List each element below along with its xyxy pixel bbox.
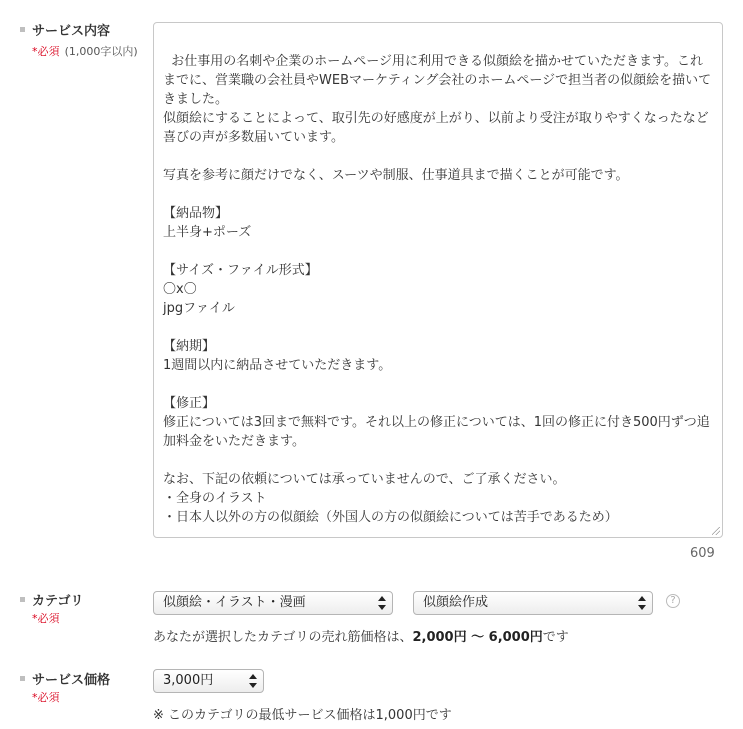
category-required: *必須 [32,612,60,625]
service-required: *必須 [32,45,60,58]
service-price-value: 3,000円 [163,673,214,688]
help-icon[interactable]: ? [666,594,680,608]
service-limit-note: (1,000字以内) [64,45,138,58]
price-range-value: 2,000円 〜 6,000円 [412,630,543,645]
char-counter: 609 [690,546,715,561]
service-price-select[interactable] [153,669,264,693]
service-label: サービス内容 [32,24,111,39]
select-arrows-icon [378,596,386,610]
price-range-prefix: あなたが選択したカテゴリの売れ筋価格は、 [153,630,413,645]
category-price-range-note [153,626,569,645]
price-required: *必須 [32,691,60,704]
category-label: カテゴリ [32,594,84,609]
category-primary-value: 似顔絵・イラスト・漫画 [163,595,306,610]
service-required-note [32,40,138,59]
category-primary-select[interactable] [153,591,393,615]
service-description-textarea[interactable] [153,22,723,538]
service-label-bullet [20,27,25,32]
price-range-suffix: です [542,630,569,645]
price-label-bullet [20,676,25,681]
select-arrows-icon [638,596,646,610]
price-label: サービス価格 [32,673,111,688]
category-secondary-value: 似顔絵作成 [423,595,489,610]
min-price-note: ※ このカテゴリの最低サービス価格は1,000円です [153,708,452,723]
category-secondary-select[interactable] [413,591,653,615]
service-description-text: お仕事用の名刺や企業のホームページ用に利用できる似顔絵を描かせていただきます。これまでに、営業職の会社員やWEBマーケティング会社のホームページで担当者の似顔絵を描いてきました。 似顔絵にすることによって、取引先の好感度が上がり、以前より受注が取りやすくなったなど喜びの声が多数届いています。 写真を参考に顔だけでなく、スーツや制服、仕事道具まで描くことが可能です。 【納品物】 上半身+ポーズ 【サイズ・ファイル形式】 〇x〇 jpgファイル 【納期】 1週間以内に納品させていただきます。 【修正】 修正については3回まで無料です。それ以上の修正については、1回の修正に付き500円ずつ追加料金をいただきます。 なお、下記の依頼については承っていませんので、ご了承ください。 ・全身のイラスト ・日本人以外の方の似顔絵（外国人の方の似顔絵については苦手であるため） [163,54,712,525]
category-label-bullet [20,597,25,602]
resize-grip-icon[interactable] [712,527,720,535]
select-arrows-icon [249,674,257,688]
